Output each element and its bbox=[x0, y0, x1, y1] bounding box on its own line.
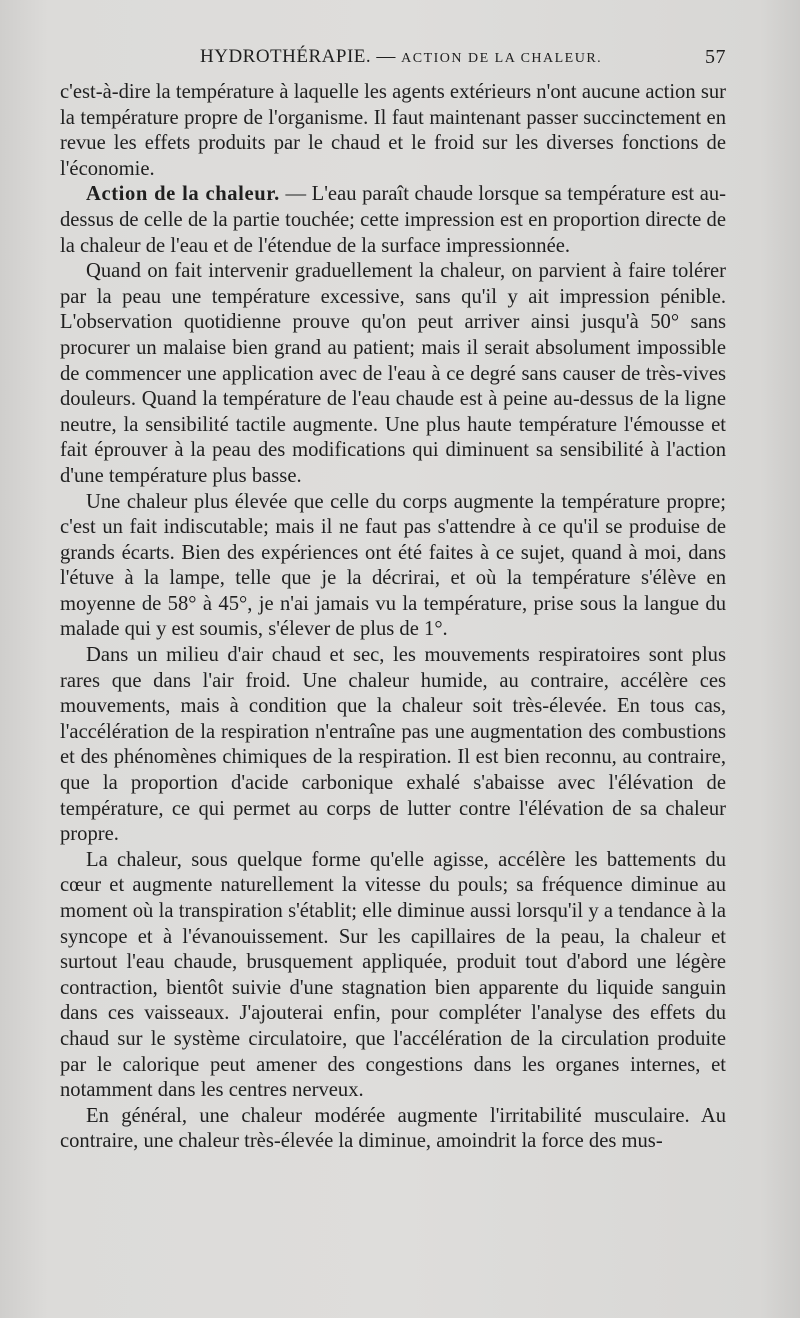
running-title-dash: — bbox=[371, 46, 402, 67]
running-header bbox=[60, 46, 726, 76]
paragraph bbox=[60, 182, 726, 259]
running-title-sub: ACTION DE LA CHALEUR. bbox=[401, 51, 603, 66]
paragraph bbox=[60, 1104, 726, 1155]
paragraph-text: c'est-à-dire la température à laquelle les agents extérieurs n'ont aucune action sur la température propre de l'organisme. Il faut maintenant passer succinctement en revue les effets produits par le chaud et le froid sur les diverses fonctions de l'économie. bbox=[60, 81, 726, 180]
paragraph-text: Dans un milieu d'air chaud et sec, les mouvements respiratoires sont plus rares que dans l'air froid. Une chaleur humide, au contraire, accélère ces mouvements, mais à condition que la chaleur soit très-élevée. En tous cas, l'accélération de la respiration n'entraîne pas une augmentation des combustions et des phénomènes chimiques de la respiration. Il est bien reconnu, au contraire, que la proportion d'acide carbonique exhalé s'abaisse avec l'élévation de température, ce qui permet au corps de lutter contre l'élévation de sa chaleur propre. bbox=[60, 644, 726, 846]
paragraph-text: — L'eau paraît chaude lorsque sa température est au-dessus de celle de la partie touchée; cette impression est en proportion directe de la chaleur de l'eau et de l'étendue de la surface impressionnée. bbox=[60, 183, 726, 257]
paragraph bbox=[60, 848, 726, 1104]
running-title-main: HYDROTHÉRAPIE. bbox=[200, 46, 372, 67]
paragraph bbox=[60, 259, 726, 489]
paragraph bbox=[60, 80, 726, 182]
paragraph-text: En général, une chaleur modérée augmente l'irritabilité musculaire. Au contraire, une chaleur très-élevée la diminue, amoindrit la force des mus- bbox=[60, 1104, 726, 1153]
running-title bbox=[200, 46, 602, 68]
paragraph-text: Une chaleur plus élevée que celle du corps augmente la température propre; c'est un fait indiscutable; mais il ne faut pas s'attendre à ce qu'il se produise de grands écarts. Bien des expériences ont été faites à ce sujet, quand à moi, dans l'étuve à la lampe, telle que je la décrirai, et où la température s'élève en moyenne de 58° à 45°, je n'ai jamais vu la température, prise sous la langue du malade qui y est soumis, s'élever de plus de 1°. bbox=[60, 490, 726, 641]
paragraph-text: La chaleur, sous quelque forme qu'elle agisse, accélère les battements du cœur et augmente naturellement la vitesse du pouls; sa fréquence diminue au moment où la transpiration s'établit; elle diminue aussi lorsqu'il y a tendance à la syncope et à l'évanouissement. Sur les capillaires de la peau, la chaleur et surtout l'eau chaude, brusquement appliquée, produit tout d'abord une légère contraction, bientôt suivie d'une stagnation bien apparente du liquide sanguin dans ces vaisseaux. J'ajouterai enfin, pour compléter l'analyse des effets du chaud sur le système circulatoire, que l'accélération de la circulation produite par le calorique peut amener des congestions dans les organes internes, et notamment dans les centres nerveux. bbox=[60, 848, 726, 1102]
section-run-in-heading: Action de la chaleur. bbox=[86, 183, 280, 206]
paragraph bbox=[60, 490, 726, 644]
page-number: 57 bbox=[705, 46, 726, 68]
paragraph bbox=[60, 643, 726, 848]
page-body bbox=[60, 80, 726, 1155]
paragraph-text: Quand on fait intervenir graduellement la chaleur, on parvient à faire tolérer par la peau une température excessive, sans qu'il y ait impression pénible. L'observation quotidienne prouve qu'on peut arriver ainsi jusqu'à 50° sans procurer un malaise bien grand au patient; mais il serait absolument impossible de commencer une application avec de l'eau à ce degré sans causer de très-vives douleurs. Quand la température de l'eau chaude est à peine au-dessus de la ligne neutre, la sensibilité tactile augmente. Une plus haute température l'émousse et fait éprouver à la peau des modifications qui diminuent sa sensibilité à l'action d'une température plus basse. bbox=[60, 260, 726, 487]
